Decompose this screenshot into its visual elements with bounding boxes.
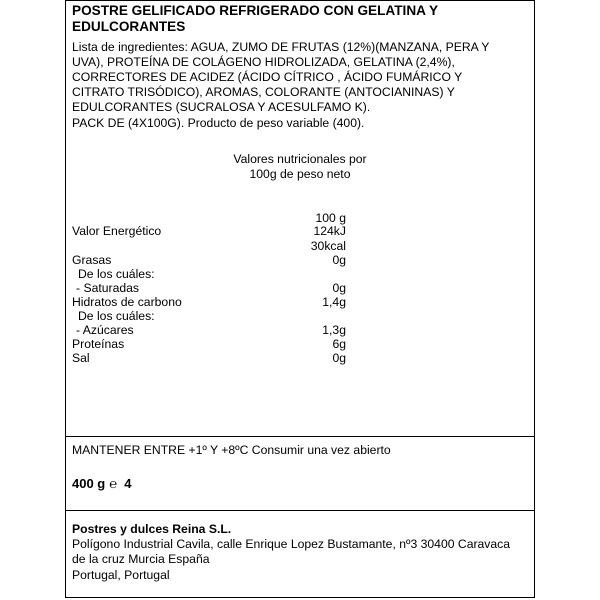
ingredients-line-1: Lista de ingredientes: AGUA, ZUMO DE FRUTAS (12%)(MANZANA, PERA Y bbox=[72, 40, 490, 54]
energy-kj: 124kJ bbox=[313, 224, 346, 238]
net-weight-amount: 400 g bbox=[72, 476, 106, 491]
ingredients-line-5: EDULCORANTES (SUCRALOSA Y ACESULFAMO K). bbox=[72, 100, 371, 114]
company-address-line1: Polígono Industrial Cavila, calle Enrique Lopez Bustamante, nº3 30400 Caravaca bbox=[72, 537, 511, 551]
nutrient-label-salt: Sal bbox=[72, 351, 90, 365]
company-address-line2: de la cruz Murcia España bbox=[72, 552, 210, 566]
product-title-line2: EDULCORANTES bbox=[72, 19, 186, 34]
nutrition-column-header: 100 g bbox=[315, 211, 346, 225]
estimated-sign-icon: ℮ bbox=[109, 476, 118, 491]
nutrient-value-protein: 6g bbox=[332, 337, 346, 351]
nutrient-label-protein: Proteínas bbox=[72, 337, 125, 351]
ingredients-line-4: CITRATO TRISÓDICO), AROMAS, COLORANTE (ANTOCIANINAS) Y bbox=[72, 85, 455, 99]
nutrient-value-saturates: 0g bbox=[332, 281, 346, 295]
nutrient-label-of-which-2: De los cuáles: bbox=[78, 309, 155, 323]
country-of-origin: Portugal, Portugal bbox=[72, 568, 170, 582]
nutrient-label-saturates: - Saturadas bbox=[76, 281, 140, 295]
ingredients-line-2: UVA), PROTEÍNA DE COLÁGENO HIDROLIZADA, GELATINA (2,4%), bbox=[72, 55, 455, 69]
pack-info: PACK DE (4X100G). Producto de peso variable (400). bbox=[72, 116, 365, 130]
product-title-line1: POSTRE GELIFICADO REFRIGERADO CON GELATINA Y bbox=[72, 3, 439, 18]
nutrient-label-sugars: - Azúcares bbox=[76, 323, 134, 337]
company-name: Postres y dulces Reina S.L. bbox=[72, 522, 232, 536]
section-divider-storage bbox=[65, 436, 535, 437]
storage-instructions: MANTENER ENTRE +1º Y +8ºC Consumir una vez abierto bbox=[72, 443, 391, 457]
energy-kcal: 30kcal bbox=[310, 239, 346, 253]
net-weight bbox=[72, 477, 132, 491]
nutrient-value-carbs: 1,4g bbox=[322, 295, 346, 309]
nutrient-value-salt: 0g bbox=[332, 351, 346, 365]
nutrient-value-sugars: 1,3g bbox=[322, 323, 346, 337]
energy-label: Valor Energético bbox=[72, 224, 162, 238]
section-divider-company bbox=[65, 510, 535, 511]
unit-count: 4 bbox=[124, 476, 132, 491]
nutrition-header-line2: 100g de peso neto bbox=[249, 167, 351, 181]
nutrition-header-line1: Valores nutricionales por bbox=[233, 152, 367, 166]
nutrient-label-carbs: Hidratos de carbono bbox=[72, 295, 182, 309]
nutrient-label-of-which-1: De los cuáles: bbox=[78, 267, 155, 281]
nutrient-label-fat: Grasas bbox=[72, 253, 112, 267]
nutrient-value-fat: 0g bbox=[332, 253, 346, 267]
ingredients-line-3: CORRECTORES DE ACIDEZ (ÁCIDO CÍTRICO , ÁCIDO FUMÁRICO Y bbox=[72, 70, 463, 84]
